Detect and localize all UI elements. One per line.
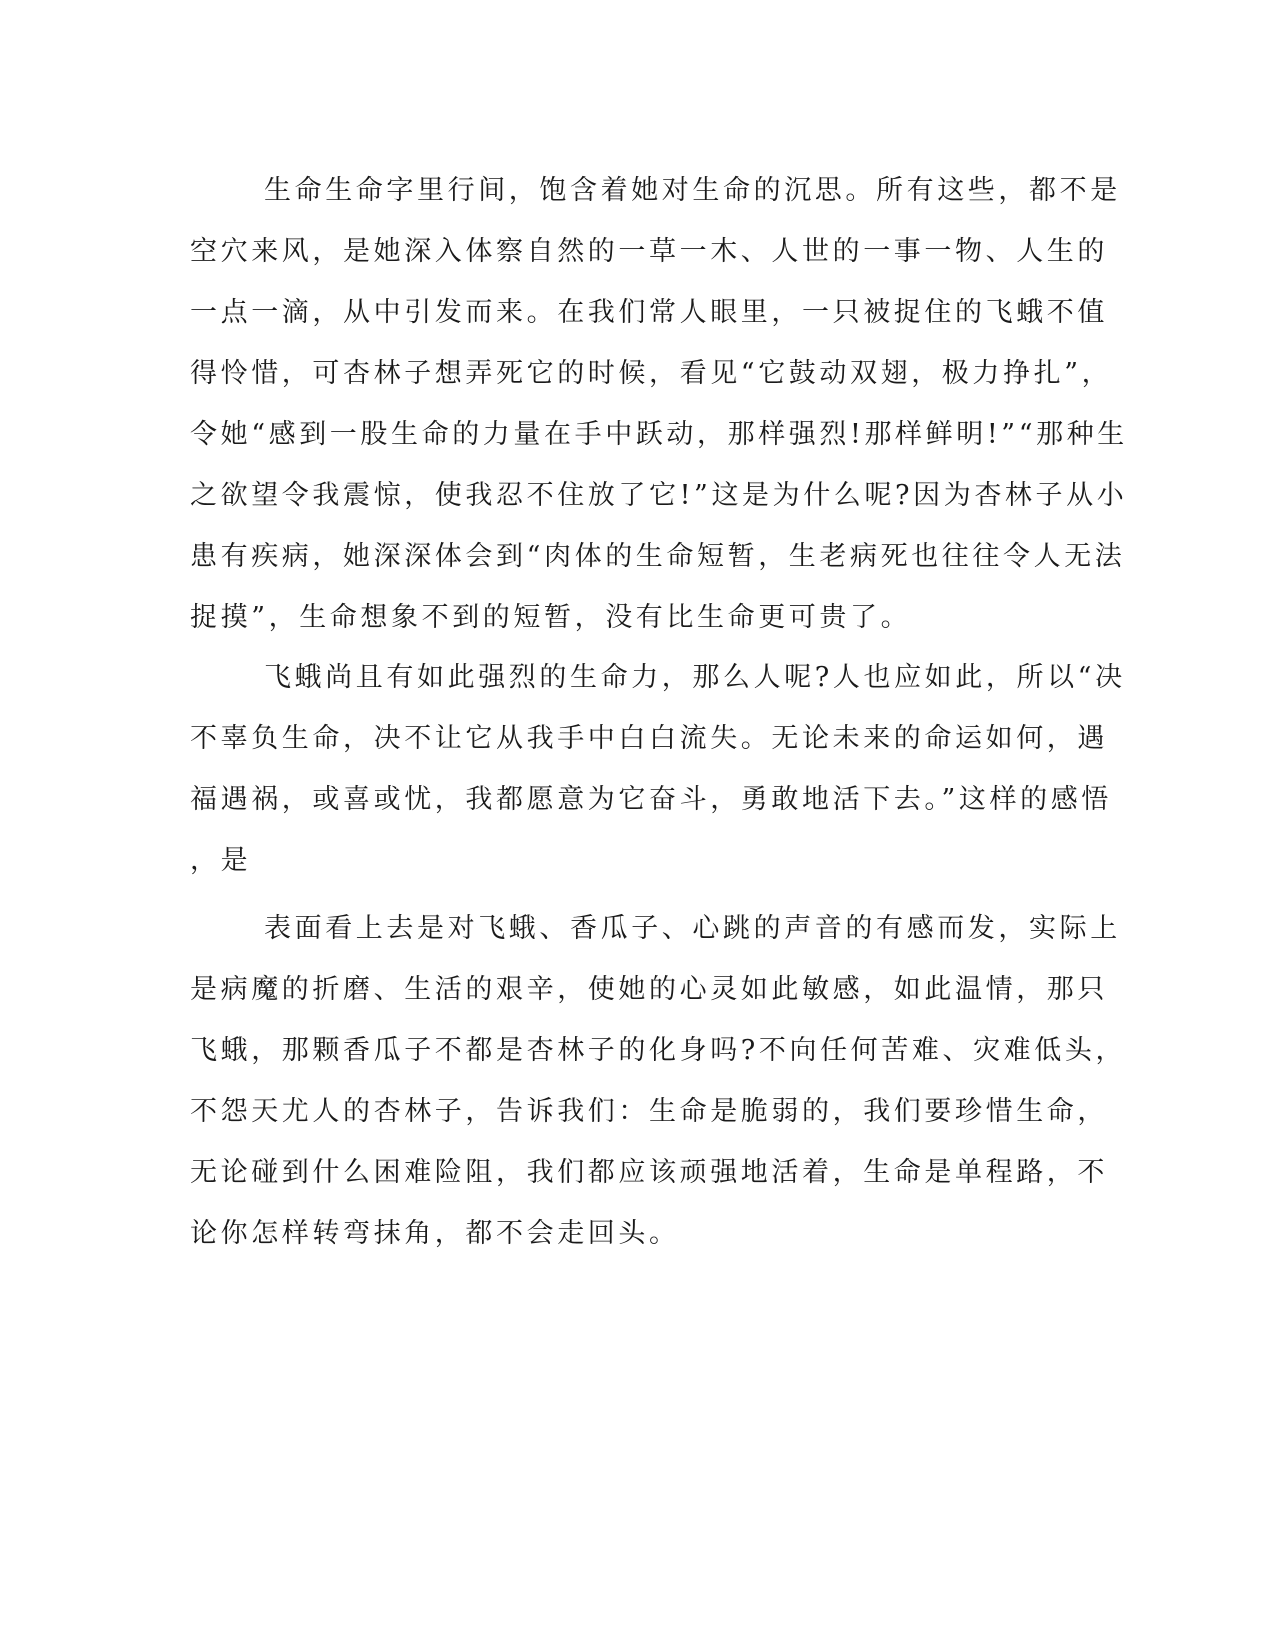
paragraph-line: 不怨天尤人的杏林子，告诉我们：生命是脆弱的，我们要珍惜生命， [190, 1096, 1108, 1127]
paragraph-line: 福遇祸，或喜或忧，我都愿意为它奋斗，勇敢地活下去。”这样的感悟 [190, 784, 1112, 815]
paragraph-line: 患有疾病，她深深体会到“肉体的生命短暂，生老病死也往往令人无法 [190, 541, 1126, 572]
paragraph-line: 无论碰到什么困难险阻，我们都应该顽强地活着，生命是单程路，不 [190, 1157, 1108, 1188]
paragraph-line: 之欲望令我震惊，使我忍不住放了它!”这是为什么呢?因为杏林子从小 [190, 480, 1128, 511]
paragraph-2 [190, 647, 1126, 891]
paragraph-1 [190, 160, 1128, 648]
paragraph-line: 捉摸”，生命想象不到的短暂，没有比生命更可贵了。 [190, 602, 912, 633]
paragraph-line: 不辜负生命，决不让它从我手中白白流失。无论未来的命运如何，遇 [190, 723, 1108, 754]
paragraph-line: 飞蛾尚且有如此强烈的生命力，那么人呢?人也应如此，所以“决 [264, 662, 1126, 693]
paragraph-line: 空穴来风，是她深入体察自然的一草一木、人世的一事一物、人生的 [190, 236, 1108, 267]
paragraph-3 [190, 898, 1127, 1264]
paragraph-line: 生命生命字里行间，饱含着她对生命的沉思。所有这些，都不是 [264, 175, 1121, 206]
paragraph-line: 是病魔的折磨、生活的艰辛，使她的心灵如此敏感，如此温情，那只 [190, 974, 1108, 1005]
paragraph-line: 得怜惜，可杏林子想弄死它的时候，看见“它鼓动双翅，极力挣扎”， [190, 358, 1113, 389]
paragraph-line: 一点一滴，从中引发而来。在我们常人眼里，一只被捉住的飞蛾不值 [190, 297, 1108, 328]
paragraph-line: ，是 [190, 845, 252, 876]
paragraph-line: 飞蛾，那颗香瓜子不都是杏林子的化身吗?不向任何苦难、灾难低头， [190, 1035, 1127, 1066]
paragraph-line: 令她“感到一股生命的力量在手中跃动，那样强烈!那样鲜明!”“那种生 [190, 419, 1128, 450]
paragraph-line: 表面看上去是对飞蛾、香瓜子、心跳的声音的有感而发，实际上 [264, 913, 1121, 944]
paragraph-line: 论你怎样转弯抹角，都不会走回头。 [190, 1218, 680, 1249]
